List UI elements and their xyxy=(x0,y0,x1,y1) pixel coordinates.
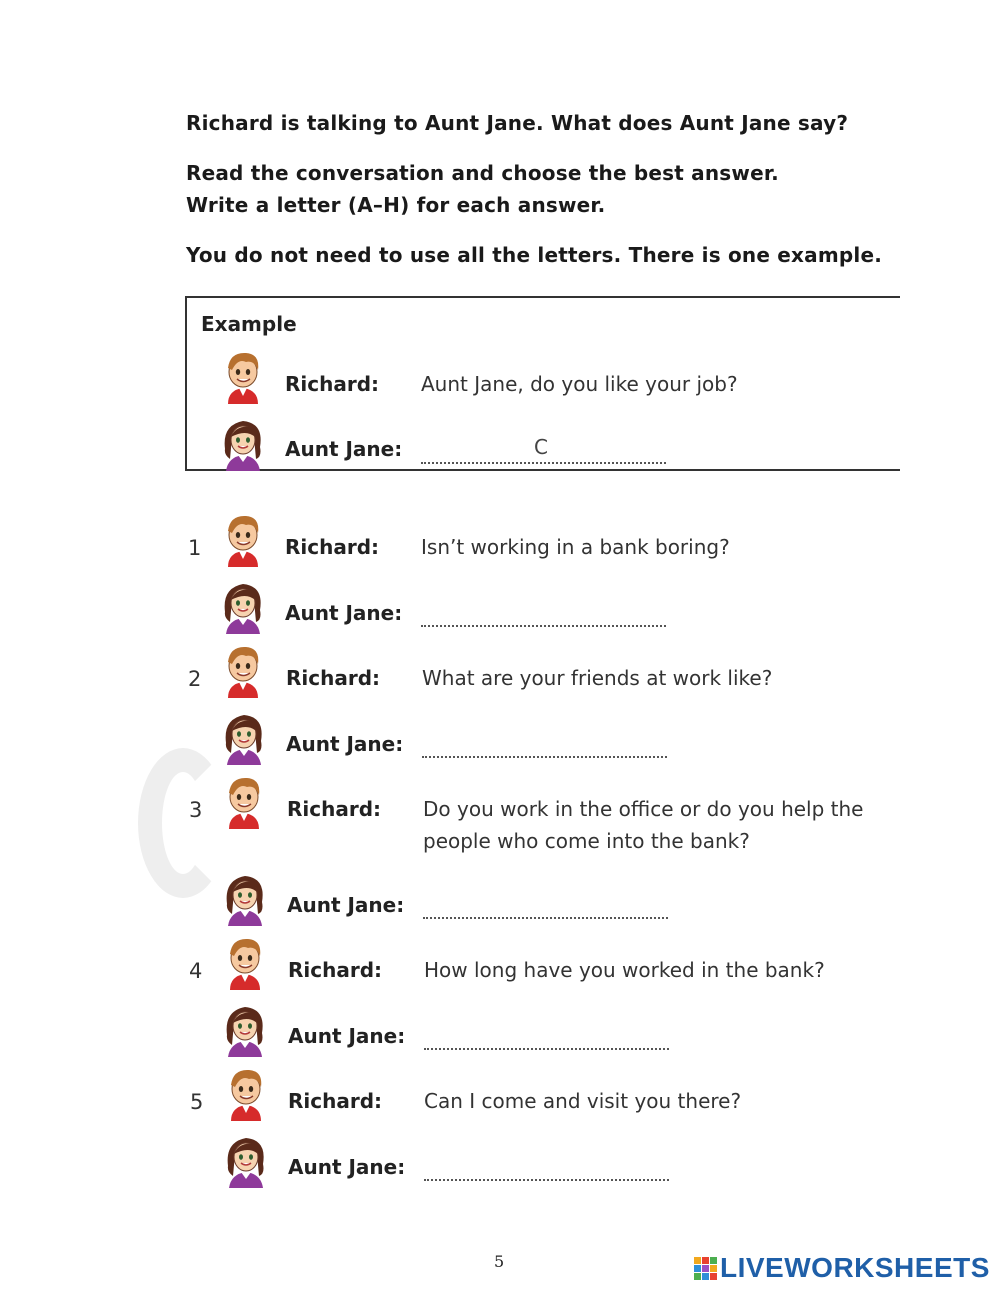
boy-avatar-icon xyxy=(221,773,267,829)
item-aunt-label: Aunt Jane: xyxy=(288,1155,406,1179)
instruction-read: Read the conversation and choose the best answer. xyxy=(186,161,779,185)
answer-input-4[interactable] xyxy=(424,1044,669,1050)
liveworksheets-logo-icon xyxy=(694,1257,718,1281)
woman-avatar-icon xyxy=(220,415,266,471)
item-richard-label: Richard: xyxy=(288,958,383,982)
boy-avatar-icon xyxy=(220,348,266,404)
woman-avatar-icon xyxy=(223,1132,269,1188)
item-number: 3 xyxy=(189,798,203,822)
item-number: 2 xyxy=(188,667,202,691)
watermark-shape xyxy=(138,748,228,898)
item-number: 5 xyxy=(190,1090,204,1114)
answer-input-3[interactable] xyxy=(423,913,668,919)
answer-input-2[interactable] xyxy=(422,752,667,758)
example-question: Aunt Jane, do you like your job? xyxy=(421,372,738,396)
item-aunt-label: Aunt Jane: xyxy=(286,732,404,756)
item-richard-label: Richard: xyxy=(285,535,380,559)
woman-avatar-icon xyxy=(220,578,266,634)
boy-avatar-icon xyxy=(220,642,266,698)
woman-avatar-icon xyxy=(222,870,268,926)
item-question: Can I come and visit you there? xyxy=(424,1089,742,1113)
item-aunt-label: Aunt Jane: xyxy=(288,1024,406,1048)
example-label: Example xyxy=(201,312,297,336)
item-question-line2: people who come into the bank? xyxy=(423,829,750,853)
boy-avatar-icon xyxy=(222,934,268,990)
item-number: 1 xyxy=(188,536,202,560)
woman-avatar-icon xyxy=(221,709,267,765)
item-aunt-label: Aunt Jane: xyxy=(287,893,405,917)
item-question: Isn’t working in a bank boring? xyxy=(421,535,730,559)
example-answer: C xyxy=(534,435,548,459)
instruction-note: You do not need to use all the letters. There is one example. xyxy=(186,243,883,267)
boy-avatar-icon xyxy=(223,1065,269,1121)
item-richard-label: Richard: xyxy=(288,1089,383,1113)
brand-name: LIVEWORKSHEETS xyxy=(720,1252,990,1283)
answer-input-5[interactable] xyxy=(424,1175,669,1181)
item-richard-label: Richard: xyxy=(287,797,382,821)
boy-avatar-icon xyxy=(220,511,266,567)
woman-avatar-icon xyxy=(222,1001,268,1057)
example-aunt-label: Aunt Jane: xyxy=(285,437,403,461)
answer-input-1[interactable] xyxy=(421,621,666,627)
item-question-line1: Do you work in the office or do you help the xyxy=(423,797,864,821)
item-number: 4 xyxy=(189,959,203,983)
item-richard-label: Richard: xyxy=(286,666,381,690)
item-question: What are your friends at work like? xyxy=(422,666,773,690)
instruction-title: Richard is talking to Aunt Jane. What does Aunt Jane say? xyxy=(186,111,849,135)
item-question: How long have you worked in the bank? xyxy=(424,958,825,982)
instruction-write: Write a letter (A–H) for each answer. xyxy=(186,193,606,217)
page-number: 5 xyxy=(494,1252,505,1271)
item-aunt-label: Aunt Jane: xyxy=(285,601,403,625)
example-richard-label: Richard: xyxy=(285,372,380,396)
